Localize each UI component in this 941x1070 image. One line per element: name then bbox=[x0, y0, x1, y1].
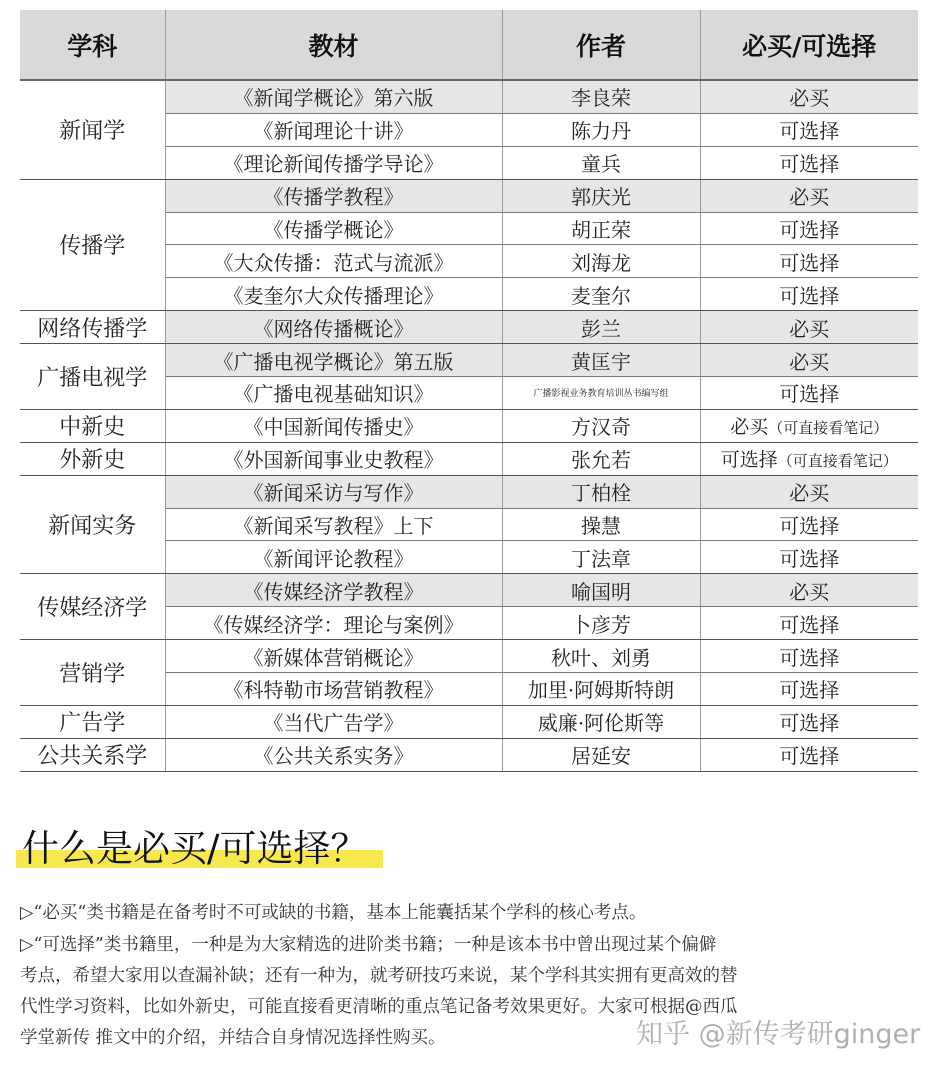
author-cell: 广播影视业务教育培训丛书编写组 bbox=[502, 377, 700, 410]
book-cell: 《传媒经济学教程》 bbox=[165, 574, 502, 607]
author-cell: 刘海龙 bbox=[502, 245, 700, 278]
author-cell: 加里·阿姆斯特朗 bbox=[502, 673, 700, 706]
table-row bbox=[20, 475, 918, 508]
choice-cell: 可选择 bbox=[700, 146, 918, 179]
subject-cell: 新闻学 bbox=[20, 80, 165, 179]
book-cell: 《新闻采访与写作》 bbox=[165, 475, 502, 508]
author-cell: 张允若 bbox=[502, 442, 700, 475]
textbook-table-container bbox=[20, 10, 918, 772]
choice-cell: 可选择 bbox=[700, 212, 918, 245]
book-cell: 《传媒经济学：理论与案例》 bbox=[165, 607, 502, 640]
author-cell: 彭兰 bbox=[502, 311, 700, 344]
choice-cell: 可选择 bbox=[700, 541, 918, 574]
author-cell: 麦奎尔 bbox=[502, 278, 700, 311]
author-cell: 陈力丹 bbox=[502, 113, 700, 146]
book-cell: 《广播电视学概论》第五版 bbox=[165, 344, 502, 377]
choice-label: 可选择 bbox=[720, 449, 778, 472]
choice-cell bbox=[700, 442, 918, 475]
table-row bbox=[20, 409, 918, 442]
author-cell: 居延安 bbox=[502, 738, 700, 771]
section-heading-text: 什么是必买/可选择？ bbox=[22, 827, 368, 870]
book-cell: 《新闻理论十讲》 bbox=[165, 113, 502, 146]
author-cell: 卜彦芳 bbox=[502, 607, 700, 640]
subject-cell: 营销学 bbox=[20, 640, 165, 706]
author-cell: 丁法章 bbox=[502, 541, 700, 574]
choice-note: （可直接看笔记） bbox=[768, 419, 889, 438]
book-cell: 《新闻采写教程》上下 bbox=[165, 508, 502, 541]
choice-cell: 可选择 bbox=[700, 278, 918, 311]
book-cell: 《当代广告学》 bbox=[165, 705, 502, 738]
choice-cell: 必买 bbox=[700, 574, 918, 607]
choice-cell: 必买 bbox=[700, 179, 918, 212]
header-choice: 必买/可选择 bbox=[700, 10, 918, 80]
table-row bbox=[20, 442, 918, 475]
choice-cell: 可选择 bbox=[700, 377, 918, 410]
choice-cell: 可选择 bbox=[700, 705, 918, 738]
table-row bbox=[20, 344, 918, 377]
paragraph-line: ▷“可选择”类书籍里，一种是为大家精选的进阶类书籍；一种是该本书中曾出现过某个偏僻 bbox=[20, 935, 717, 955]
subject-cell: 广播电视学 bbox=[20, 344, 165, 410]
table-row bbox=[20, 179, 918, 212]
choice-cell: 必买 bbox=[700, 344, 918, 377]
choice-cell: 必买 bbox=[700, 80, 918, 113]
choice-note: （可直接看笔记） bbox=[777, 452, 898, 471]
author-cell: 黄匡宇 bbox=[502, 344, 700, 377]
book-cell: 《大众传播：范式与流派》 bbox=[165, 245, 502, 278]
header-book: 教材 bbox=[165, 10, 502, 80]
paragraph-must-buy: ▷“必买“类书籍是在备考时不可或缺的书籍，基本上能囊括某个学科的核心考点。 bbox=[20, 903, 647, 923]
subject-cell: 新闻实务 bbox=[20, 475, 165, 574]
paragraph-line: 考点，希望大家用以查漏补缺；还有一种为，就考研技巧来说，某个学科其实拥有更高效的替 bbox=[20, 966, 738, 986]
table-body bbox=[20, 80, 918, 771]
choice-cell: 可选择 bbox=[700, 738, 918, 771]
table-row bbox=[20, 705, 918, 738]
table-row bbox=[20, 574, 918, 607]
subject-cell: 中新史 bbox=[20, 409, 165, 442]
choice-cell bbox=[700, 409, 918, 442]
section-heading bbox=[22, 818, 367, 872]
choice-cell: 可选择 bbox=[700, 508, 918, 541]
choice-label: 必买 bbox=[730, 416, 769, 439]
choice-cell: 可选择 bbox=[700, 640, 918, 673]
book-cell: 《网络传播概论》 bbox=[165, 311, 502, 344]
watermark: 知乎 @新传考研ginger bbox=[636, 1019, 921, 1050]
author-cell: 喻国明 bbox=[502, 574, 700, 607]
book-cell: 《科特勒市场营销教程》 bbox=[165, 673, 502, 706]
table-row bbox=[20, 311, 918, 344]
choice-cell: 可选择 bbox=[700, 607, 918, 640]
book-cell: 《中国新闻传播史》 bbox=[165, 409, 502, 442]
book-cell: 《新闻学概论》第六版 bbox=[165, 80, 502, 113]
book-cell: 《传播学概论》 bbox=[165, 212, 502, 245]
author-cell: 方汉奇 bbox=[502, 409, 700, 442]
subject-cell: 传媒经济学 bbox=[20, 574, 165, 640]
subject-cell: 广告学 bbox=[20, 705, 165, 738]
header-author: 作者 bbox=[502, 10, 700, 80]
book-cell: 《传播学教程》 bbox=[165, 179, 502, 212]
book-cell: 《新闻评论教程》 bbox=[165, 541, 502, 574]
book-cell: 《理论新闻传播学导论》 bbox=[165, 146, 502, 179]
author-cell: 李良荣 bbox=[502, 80, 700, 113]
choice-cell: 可选择 bbox=[700, 673, 918, 706]
table-row bbox=[20, 80, 918, 113]
subject-cell: 网络传播学 bbox=[20, 311, 165, 344]
author-cell: 丁柏栓 bbox=[502, 475, 700, 508]
textbook-table bbox=[20, 10, 918, 772]
subject-cell: 外新史 bbox=[20, 442, 165, 475]
table-row bbox=[20, 640, 918, 673]
author-cell: 胡正荣 bbox=[502, 212, 700, 245]
author-cell: 操慧 bbox=[502, 508, 700, 541]
book-cell: 《广播电视基础知识》 bbox=[165, 377, 502, 410]
choice-cell: 可选择 bbox=[700, 245, 918, 278]
author-cell: 童兵 bbox=[502, 146, 700, 179]
choice-cell: 必买 bbox=[700, 475, 918, 508]
table-header-row bbox=[20, 10, 918, 80]
header-subject: 学科 bbox=[20, 10, 165, 80]
subject-cell: 公共关系学 bbox=[20, 738, 165, 771]
paragraph-line: 代性学习资料，比如外新史，可能直接看更清晰的重点笔记备考效果更好。大家可根据@西瓜 bbox=[20, 997, 738, 1017]
book-cell: 《麦奎尔大众传播理论》 bbox=[165, 278, 502, 311]
book-cell: 《新媒体营销概论》 bbox=[165, 640, 502, 673]
book-cell: 《公共关系实务》 bbox=[165, 738, 502, 771]
author-cell: 郭庆光 bbox=[502, 179, 700, 212]
subject-cell: 传播学 bbox=[20, 179, 165, 311]
choice-cell: 可选择 bbox=[700, 113, 918, 146]
table-row bbox=[20, 738, 918, 771]
author-cell: 秋叶、刘勇 bbox=[502, 640, 700, 673]
paragraph-line: 学堂新传 推文中的介绍，并结合自身情况选择性购买。 bbox=[20, 1028, 446, 1048]
choice-cell: 必买 bbox=[700, 311, 918, 344]
book-cell: 《外国新闻事业史教程》 bbox=[165, 442, 502, 475]
author-cell: 威廉·阿伦斯等 bbox=[502, 705, 700, 738]
